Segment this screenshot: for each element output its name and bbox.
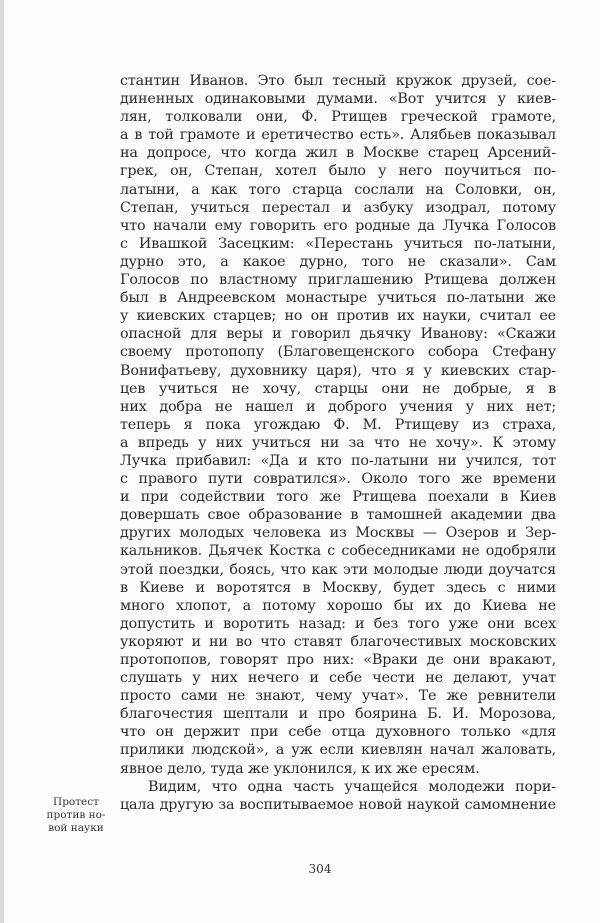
text-line: с правого пути совратился». Около того же времени — [120, 471, 556, 488]
text-line: цала другую за воспитываемое новой наукой самомнение — [120, 796, 556, 813]
text-line: прилики людской», а уж если киевлян начал жаловать, — [120, 742, 556, 759]
text-line: своему протопопу (Благовещенского собора Стефану — [120, 344, 556, 361]
text-line: дурно это, а какое дурно, того не сказали». Сам — [120, 253, 556, 270]
text-line: цев учиться не хочу, старцы они не добрые, я в — [120, 380, 556, 397]
text-line: что начали ему говорить его родные да Лучка Голосов — [120, 217, 556, 234]
paragraph-end-line: явное дело, туда же уклонился, к их же ересям. — [120, 760, 480, 777]
body-text — [120, 72, 556, 814]
margin-note — [40, 796, 112, 835]
text-line: довершать свое образование в тамошней академии два — [120, 507, 556, 524]
text-line: у киевских старцев; но он против их науки, считал ее — [120, 308, 556, 325]
text-line: Голосов по властному приглашению Ртищева должен — [120, 272, 556, 289]
text-line: был в Андреевском монастыре учиться по-латыни же — [120, 290, 556, 307]
text-line: на допросе, что когда жил в Москве старец Арсений- — [120, 145, 556, 162]
text-line: латыни, а как того старца сослали на Соловки, он, — [120, 181, 556, 198]
margin-note-line: Протест — [53, 796, 99, 808]
page-number: 304 — [308, 862, 332, 876]
text-line: Лучка прибавил: «Да и кто по-латыни ни учился, тот — [120, 452, 556, 469]
text-line: грек, он, Степан, хотел было у него поучиться по- — [120, 163, 556, 180]
text-line: много хлопот, а потому хорошо бы их до Киева не — [120, 597, 556, 614]
text-line: допустить и воротить назад: и без того уже они всех — [120, 615, 556, 632]
text-line: с Ивашкой Засецким: «Перестань учиться по-латыни, — [120, 235, 556, 252]
text-line: благочестия шептали и про боярина Б. И. Морозова, — [120, 706, 556, 723]
text-line: Степан, учиться перестал и азбуку изодрал, потому — [120, 199, 556, 216]
text-line: слушать у них нечего и себе чести не делают, учат — [120, 670, 556, 687]
text-line: этой поездки, боясь, что как эти молодые люди доучатся — [120, 561, 556, 578]
text-line: теперь я пока угождаю Ф. М. Ртищеву из страха, — [120, 416, 556, 433]
text-line: диненных одинаковыми думами. «Вот учится у киев- — [120, 91, 556, 108]
scan-edge — [0, 0, 4, 923]
text-line: а впредь у них учиться ни за что не хочу». К этому — [120, 434, 556, 451]
text-line: а в той грамоте и еретичество есть». Алябьев показывал — [120, 127, 556, 144]
text-line: стантин Иванов. Это был тесный кружок друзей, сое- — [120, 73, 556, 89]
text-line: других молодых человека из Москвы — Озеров и Зер- — [120, 525, 556, 542]
text-line: протопопов, говорят про них: «Враки де они вракают, — [120, 652, 556, 668]
margin-note-line: вой науки — [48, 822, 104, 834]
text-line: Вонифатьеву, духовнику царя), что я у киевских стар- — [120, 362, 556, 379]
text-line: них добра не нашел и доброго учения у них нет; — [120, 398, 556, 415]
text-line: что он держит при себе отца духовного только «для — [120, 724, 556, 741]
text-line: лян, толковали они, Ф. Ртищев греческой грамоте, — [120, 109, 556, 126]
text-line: опасной для веры и говорил дьячку Иванову: «Скажи — [120, 326, 556, 343]
margin-note-line: против но- — [46, 809, 106, 821]
text-line: укоряют и ни во что ставят благочестивых московских — [120, 633, 556, 650]
text-line: и при содействии того же Ртищева поехали в Киев — [120, 489, 556, 506]
text-line: в Киеве и воротятся в Москву, будет здесь с ними — [120, 579, 556, 596]
text-line: просто сами не знают, чему учат». Те же ревнители — [120, 688, 556, 705]
text-line: кальников. Дьячек Костка с собеседниками не одобряли — [120, 543, 556, 560]
paragraph-start-line: Видим, что одна часть учащейся молодежи пори- — [148, 778, 556, 795]
